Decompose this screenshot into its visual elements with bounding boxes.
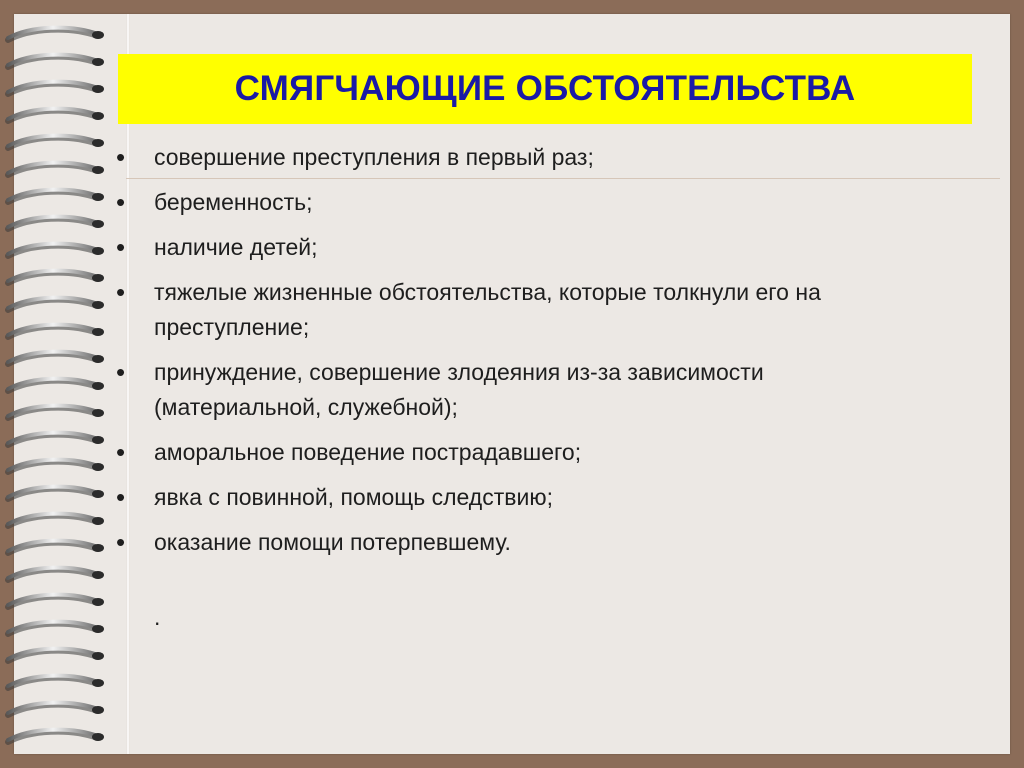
bullet-icon: • [116,187,126,217]
list-item: • совершение преступления в первый раз; [116,140,916,175]
bullet-icon: • [116,277,126,307]
bullet-icon: • [116,437,126,467]
slide-title: СМЯГЧАЮЩИЕ ОБСТОЯТЕЛЬСТВА [234,69,856,108]
trailing-mark: . [154,604,161,630]
bullet-list [116,140,916,570]
title-banner [118,54,972,124]
list-item: • наличие детей; [116,230,916,265]
list-item: • принуждение, совершение злодеяния из-за зависимости (материальной, служебной); [116,357,764,420]
list-item: • тяжелые жизненные обстоятельства, которые толкнули его на преступление; [116,277,821,340]
list-item: • беременность; [116,185,916,220]
bullet-icon: • [116,482,126,512]
spiral-binding-icon [0,0,110,768]
bullet-icon: • [116,527,126,557]
list-item: • оказание помощи потерпевшему. [116,525,916,560]
list-item: • аморальное поведение пострадавшего; [116,435,916,470]
list-item: • явка с повинной, помощь следствию; [116,480,916,515]
bullet-icon: • [116,232,126,262]
bullet-icon: • [116,357,126,387]
bullet-icon: • [116,142,126,172]
